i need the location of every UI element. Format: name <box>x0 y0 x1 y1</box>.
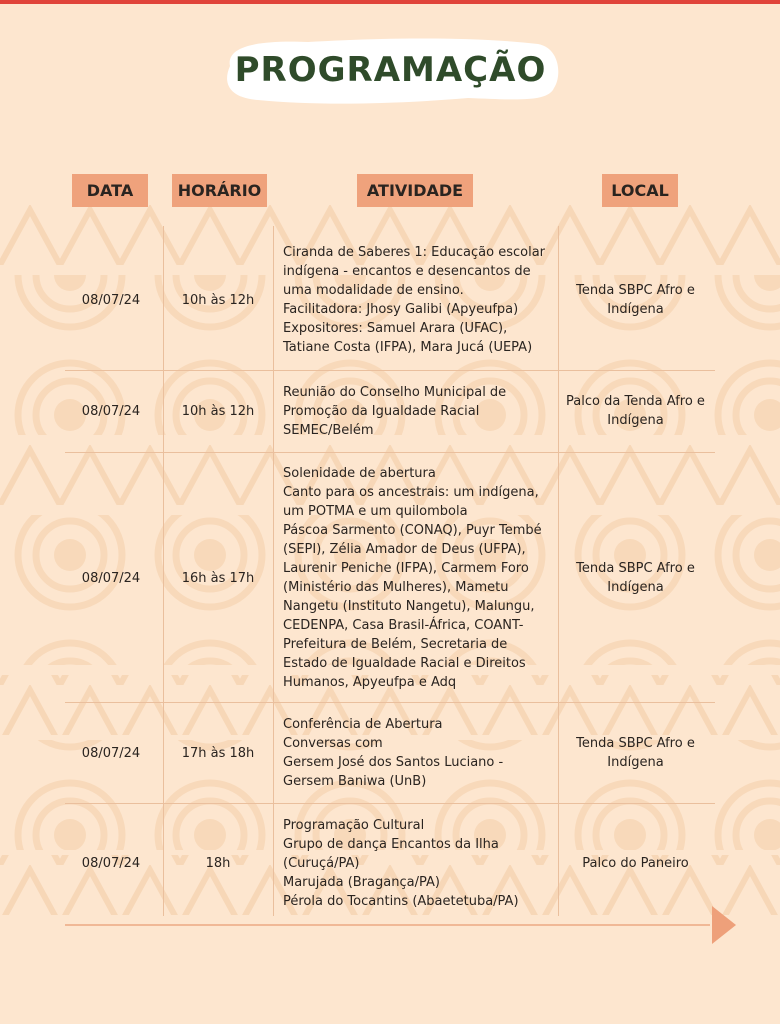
cell-horario: 10h às 12h <box>181 292 255 308</box>
cell-local <box>563 235 708 365</box>
atividade-line: Tatiane Costa (IFPA), Mara Jucá (UEPA) <box>283 340 533 355</box>
local-lines <box>566 392 705 430</box>
cell-horario: 10h às 12h <box>181 403 255 419</box>
atividade-line: Estado de Igualdade Racial e Direitos <box>283 656 526 671</box>
atividade-line: uma modalidade de ensino. <box>283 283 464 298</box>
cell-local <box>563 707 708 799</box>
atividade-line: Gersem José dos Santos Luciano - <box>283 755 504 770</box>
column-header-atividade: ATIVIDADE <box>357 174 473 207</box>
atividade-line: Nangetu (Instituto Nangetu), Malungu, <box>283 599 535 614</box>
atividade-line: (Curuçá/PA) <box>283 855 360 871</box>
column-header-horario: HORÁRIO <box>172 174 267 207</box>
cell-atividade <box>283 458 553 698</box>
local-line: Indígena <box>607 302 664 317</box>
cell-atividade <box>283 808 553 918</box>
local-lines <box>576 281 695 319</box>
row-divider <box>65 702 715 703</box>
cell-data: 08/07/24 <box>81 855 141 871</box>
cell-atividade <box>283 235 553 365</box>
cell-data: 08/07/24 <box>81 745 141 761</box>
local-lines <box>582 854 689 873</box>
atividade-line: Humanos, Apyeufpa e Adq <box>283 675 457 690</box>
atividade-lines <box>283 243 545 357</box>
atividade-line: Facilitadora: Jhosy Galibi (Apyeufpa) <box>283 302 519 317</box>
atividade-lines <box>283 464 542 692</box>
local-lines <box>576 734 695 772</box>
arrow-right-triangle-icon[interactable] <box>712 906 736 944</box>
atividade-line: Canto para os ancestrais: um indígena, <box>283 485 539 500</box>
atividade-line: Programação Cultural <box>283 817 425 833</box>
atividade-line: Páscoa Sarmento (CONAQ), Puyr Tembé <box>283 523 542 538</box>
column-divider <box>558 226 559 916</box>
cell-horario: 16h às 17h <box>181 570 255 586</box>
atividade-line: (Ministério das Mulheres), Mametu <box>283 580 509 595</box>
cell-data: 08/07/24 <box>81 570 141 586</box>
atividade-line: um POTMA e um quilombola <box>283 504 468 519</box>
cell-local <box>563 375 708 447</box>
cell-atividade <box>283 375 553 447</box>
atividade-line: Reunião do Conselho Municipal de <box>283 384 507 400</box>
atividade-line: CEDENPA, Casa Brasil-África, COANT- <box>283 618 524 633</box>
cell-data: 08/07/24 <box>81 292 141 308</box>
atividade-line: Conversas com <box>283 736 383 751</box>
atividade-line: Grupo de dança Encantos da Ilha <box>283 836 499 852</box>
cell-horario: 17h às 18h <box>181 745 255 761</box>
row-divider <box>65 370 715 371</box>
cell-horario: 18h <box>205 855 231 871</box>
local-line: Tenda SBPC Afro e <box>576 561 695 576</box>
atividade-line: SEMEC/Belém <box>283 422 374 438</box>
column-divider <box>273 226 274 916</box>
atividade-lines <box>283 816 519 911</box>
row-divider <box>65 803 715 804</box>
local-line: Palco da Tenda Afro e <box>566 394 705 409</box>
column-divider <box>163 226 164 916</box>
atividade-line: Promoção da Igualdade Racial <box>283 403 480 419</box>
atividade-line: Prefeitura de Belém, Secretaria de <box>283 637 508 652</box>
page-title: PROGRAMAÇÃO <box>234 50 547 90</box>
atividade-line: Laurenir Peniche (IFPA), Carmem Foro <box>283 561 529 576</box>
cell-local <box>563 458 708 698</box>
column-header-data: DATA <box>72 174 148 207</box>
bottom-divider <box>65 924 710 926</box>
column-header-local: LOCAL <box>602 174 678 207</box>
local-line: Indígena <box>607 580 664 595</box>
atividade-line: Conferência de Abertura <box>283 717 443 732</box>
atividade-line: Marujada (Bragança/PA) <box>283 874 440 890</box>
local-line: Tenda SBPC Afro e <box>576 283 695 298</box>
atividade-line: indígena - encantos e desencantos de <box>283 264 531 279</box>
atividade-lines <box>283 383 506 440</box>
cell-atividade <box>283 707 553 799</box>
atividade-line: (SEPI), Zélia Amador de Deus (UFPA), <box>283 542 526 557</box>
cell-local <box>563 808 708 918</box>
local-line: Indígena <box>607 755 664 770</box>
row-divider <box>65 452 715 453</box>
local-line: Indígena <box>607 413 664 428</box>
atividade-line: Expositores: Samuel Arara (UFAC), <box>283 321 508 336</box>
atividade-line: Gersem Baniwa (UnB) <box>283 774 427 789</box>
cell-data: 08/07/24 <box>81 403 141 419</box>
atividade-line: Solenidade de abertura <box>283 466 436 481</box>
atividade-line: Ciranda de Saberes 1: Educação escolar <box>283 245 545 260</box>
atividade-lines <box>283 715 503 791</box>
top-accent-bar <box>0 0 780 4</box>
local-line: Tenda SBPC Afro e <box>576 736 695 751</box>
local-lines <box>576 559 695 597</box>
atividade-line: Pérola do Tocantins (Abaetetuba/PA) <box>283 893 519 909</box>
local-line: Palco do Paneiro <box>582 855 689 871</box>
